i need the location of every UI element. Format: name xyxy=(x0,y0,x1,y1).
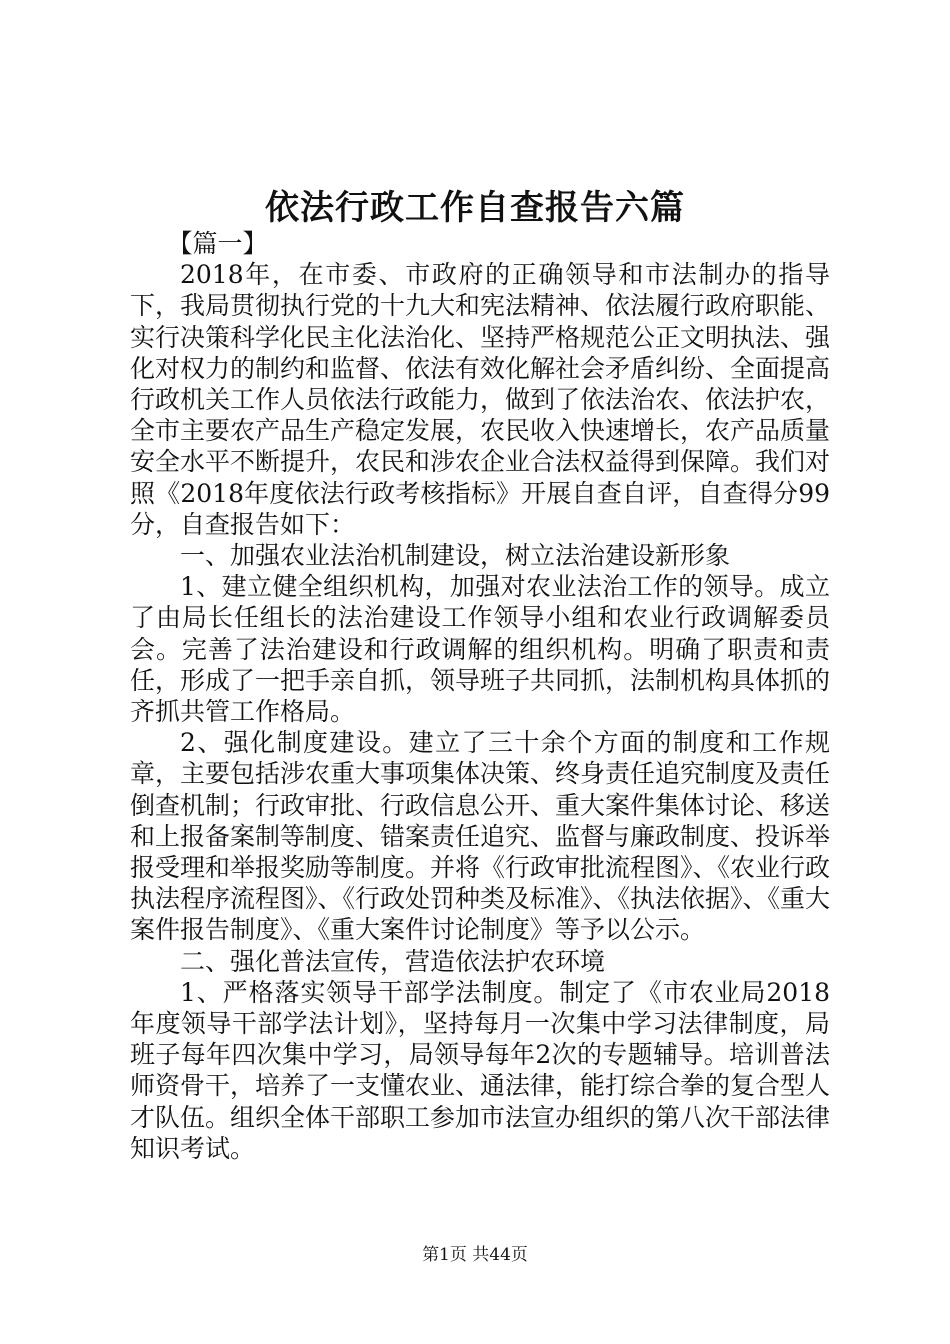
document-body xyxy=(130,228,830,1164)
paragraph-organization: 1、建立健全组织机构，加强对农业法治工作的领导。成立了由局长任组长的法治建设工作领导小组和农业行政调解委员会。完善了法治建设和行政调解的组织机构。明确了职责和责任，形成了一把手亲自抓，领导班子共同抓，法制机构具体抓的齐抓共管工作格局。 xyxy=(130,572,831,727)
section-label: 【篇一】 xyxy=(167,229,268,258)
page-footer: 第1页 共44页 xyxy=(422,1245,528,1265)
paragraph-system-building: 2、强化制度建设。建立了三十余个方面的制度和工作规章，主要包括涉农重大事项集体决策、终身责任追究制度及责任倒查机制；行政审批、行政信息公开、重大案件集体讨论、移送和上报备案制等制度、错案责任追究、监督与廉政制度、投诉举报受理和举报奖励等制度。并将《行政审批流程图》、《农业行政执法程序流程图》、《行政处罚种类及标准》、《执法依据》、《重大案件报告制度》、《重大案件讨论制度》等予以公示。 xyxy=(130,728,831,945)
heading-section-one: 一、加强农业法治机制建设，树立法治建设新形象 xyxy=(180,541,731,571)
paragraph-intro: 2018年，在市委、市政府的正确领导和市法制办的指导下，我局贯彻执行党的十九大和宪法精神、依法履行政府职能、实行决策科学化民主化法治化、坚持严格规范公正文明执法、强化对权力的制约和监督、依法有效化解社会矛盾纠纷、全面提高行政机关工作人员依法行政能力，做到了依法治农、依法护农，全市主要农产品生产稳定发展，农民收入快速增长，农产品质量安全水平不断提升，农民和涉农企业合法权益得到保障。我们对照《2018年度依法行政考核指标》开展自查自评，自查得分99分，自查报告如下： xyxy=(130,260,831,539)
paragraph-law-study: 1、严格落实领导干部学法制度。制定了《市农业局2018年度领导干部学法计划》，坚持每月一次集中学习法律制度，局班子每年四次集中学习，局领导每年2次的专题辅导。培训普法师资骨干，培养了一支懂农业、通法律，能打综合拳的复合型人才队伍。组织全体干部职工参加市法宣办组织的第八次干部法律知识考试。 xyxy=(130,977,831,1163)
heading-section-two: 二、强化普法宣传，营造依法护农环境 xyxy=(180,946,606,976)
document-title: 依法行政工作自查报告六篇 xyxy=(265,188,685,228)
